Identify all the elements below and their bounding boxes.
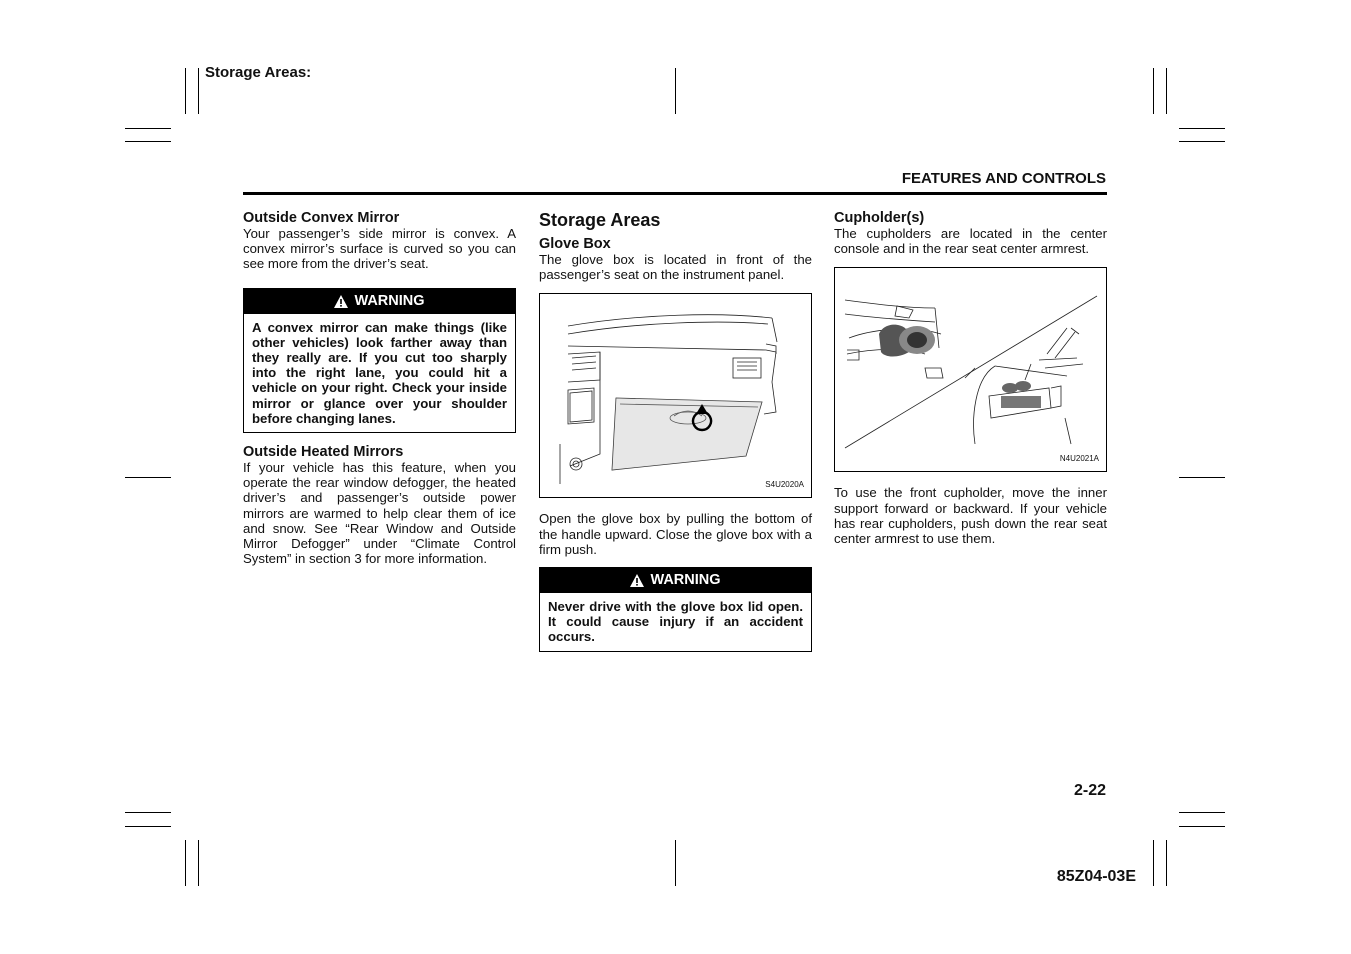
convex-mirror-warning [243, 288, 516, 433]
warning-text: A convex mirror can make things (like other vehicles) look farther away than they really are. If you cut too sharply into the right lane, you could hit a vehicle on your right. Check your inside mirror or glance over your shoulder before changing lanes. [252, 319, 507, 426]
warning-header [540, 568, 811, 593]
glove-box-illustration [540, 294, 811, 497]
warning-text: Never drive with the glove box lid open. It could cause injury if an accident occurs. [548, 599, 803, 645]
middle-column [539, 210, 812, 652]
glove-box-figure [539, 293, 812, 498]
convex-mirror-heading: Outside Convex Mirror [243, 210, 400, 226]
warning-label: WARNING [354, 292, 425, 309]
document-code: 85Z04-03E [1056, 868, 1136, 885]
cupholder-instructions: To use the front cupholder, move the inner support forward or backward. If your vehicle has rear cupholders, push down the rear seat center armrest to use them. [834, 485, 1107, 547]
glove-box-warning [539, 567, 812, 652]
warning-label: WARNING [650, 571, 721, 588]
cupholders-body: The cupholders are located in the center console and in the rear seat center armrest. [834, 226, 1107, 257]
figure-code: S4U2020A [765, 480, 804, 490]
warning-header [244, 289, 515, 314]
cupholder-figure [834, 267, 1107, 472]
right-column [834, 210, 1107, 546]
page-number: 2-22 [1073, 782, 1106, 799]
figure-code: N4U2021A [1059, 454, 1099, 464]
convex-mirror-body: Your passenger’s side mirror is convex. A convex mirror’s surface is curved so you can see more from the driver’s seat. [243, 226, 516, 272]
running-title: Storage Areas: [205, 64, 312, 81]
warning-icon [334, 295, 348, 308]
glove-box-instructions: Open the glove box by pulling the bottom of the handle upward. Close the glove box with a firm push. [539, 511, 812, 557]
section-title: FEATURES AND CONTROLS [901, 170, 1106, 187]
heated-mirrors-body: If your vehicle has this feature, when you operate the rear window defogger, the heated driver’s and passenger’s outside power mirrors are warmed to help clear them of ice and snow. See “Rear Window and Outside Mirror Defogger” under “Climate Control System” in section 3 for more information. [243, 460, 516, 567]
glove-box-heading: Glove Box [539, 236, 611, 252]
left-column [243, 210, 516, 566]
warning-icon [630, 574, 644, 587]
glove-box-body: The glove box is located in front of the passenger’s seat on the instrument panel. [539, 252, 812, 283]
cupholders-heading: Cupholder(s) [834, 210, 925, 226]
storage-areas-title: Storage Areas [539, 210, 661, 230]
heated-mirrors-heading: Outside Heated Mirrors [243, 444, 404, 461]
header-rule [243, 192, 1107, 195]
cupholder-illustration [835, 268, 1106, 471]
